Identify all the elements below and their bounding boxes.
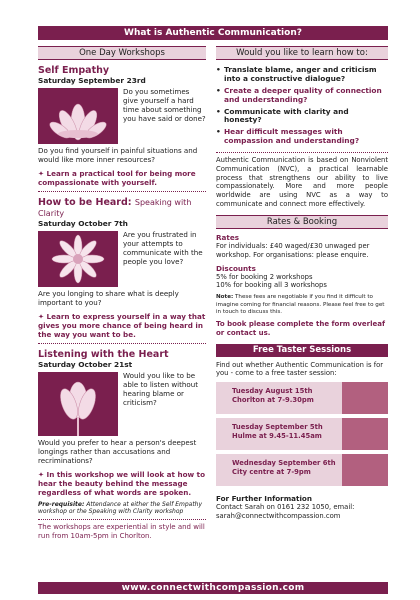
contact-email[interactable]: sarah@connectwithcompassion.com (216, 512, 341, 521)
discount-three: 10% for booking all 3 workshops (216, 281, 327, 290)
about-nvc: Authentic Communication is based on Nonviolent Communication (NVC), a practical learnable process that strengthens our ability to live compassionately. More and more people worldwide are using NVC as a way to communicate and connect more effectively. (216, 156, 388, 209)
left-column (38, 46, 206, 540)
workshop-question-1: Are you frustrated in your attempts to communicate with the people you love? (123, 230, 203, 266)
website-url[interactable]: www.connectwithcompassion.com (38, 582, 388, 594)
workshop-question-1: Would you like to be able to listen without hearing blame or criticism? (123, 371, 199, 407)
workshop-question-2: Are you longing to share what is deeply important to you? (38, 289, 179, 308)
taster-intro: Find out whether Authentic Communication is for you - come to a free taster session: (216, 360, 384, 378)
further-info-heading: For Further Information (216, 494, 312, 504)
fees-note: Note: These fees are negotiable if you find it difficult to imagine coming for financial reasons. Please feel free to get in touch to discuss this. (216, 294, 385, 315)
workshop-question-2: Do you find yourself in painful situations and would like more inner resources? (38, 146, 198, 165)
workshops-heading: One Day Workshops (38, 46, 206, 60)
divider (38, 519, 206, 520)
taster-session: Tuesday August 15th Chorlton at 7-9.30pm (216, 382, 388, 414)
workshop-date: Saturday September 23rd (38, 76, 146, 85)
rates-text: For individuals: £40 waged/£30 unwaged per workshop. For organisations: please enquire. (216, 241, 370, 259)
workshop-title: Self Empathy (38, 65, 110, 76)
taster-session: Tuesday September 5th Hulme at 9.45-11.45am (216, 418, 388, 450)
rates-subheading: Rates (216, 232, 239, 242)
taster-swatch (342, 382, 388, 414)
workshop-highlight: ✦ In this workshop we will look at how to hear the beauty behind the message regardless of what words are spoken. (38, 469, 206, 497)
learn-item: • Hear difficult messages with compassion and understanding? (216, 128, 388, 146)
taster-session: Wednesday September 6th City centre at 7-9pm (216, 454, 388, 486)
workshop-title: How to be Heard: Speaking with Clarity (38, 196, 192, 218)
taster-swatch (342, 454, 388, 486)
lotus-flower-image (38, 88, 118, 144)
workshop-title: Listening with the Heart (38, 348, 169, 360)
tulip-flower-image (38, 372, 118, 436)
daisy-flower-image (38, 231, 118, 287)
workshop-date: Saturday October 7th (38, 218, 128, 228)
discount-two: 5% for booking 2 workshops (216, 272, 313, 281)
divider (38, 343, 206, 344)
learn-list (216, 66, 388, 146)
taster-swatch (342, 418, 388, 450)
booking-instruction: To book please complete the form overleaf or contact us. (216, 320, 386, 337)
learn-item: • Communicate with clarity and honesty? (216, 108, 388, 126)
divider (38, 191, 206, 192)
workshops-footer: The workshops are experiential in style and will run from 10am-5pm in Chorlton. (38, 522, 205, 540)
workshop-date: Saturday October 21st (38, 359, 133, 369)
discounts-subheading: Discounts (216, 263, 256, 273)
right-column (216, 46, 388, 521)
workshop-listening-with-heart (38, 349, 206, 497)
taster-heading: Free Taster Sessions (216, 344, 388, 357)
rates-heading: Rates & Booking (216, 215, 388, 229)
workshop-how-to-be-heard (38, 197, 206, 339)
learn-heading: Would you like to learn how to: (216, 46, 388, 60)
workshop-question-1: Do you sometimes give yourself a hard time about something you have said or done? (123, 87, 206, 123)
workshop-question-2: Would you prefer to hear a person's deepest longings rather than accusations and recriminations? (38, 438, 197, 465)
learn-item: • Create a deeper quality of connection and understanding? (216, 87, 388, 105)
prerequisite-note: Pre-requisite: Attendance at either the Self Empathy workshop or the Speaking with Clarity workshop (38, 500, 203, 516)
workshop-highlight: ✦ Learn to express yourself in a way that gives you more chance of being heard in the way you want to be. (38, 311, 206, 339)
learn-item: • Translate blame, anger and criticism into a constructive dialogue? (216, 66, 388, 84)
contact-phone: Contact Sarah on 0161 232 1050, email: (216, 503, 355, 512)
page-title: What is Authentic Communication? (38, 26, 388, 40)
workshop-self-empathy (38, 65, 206, 187)
divider (216, 152, 388, 153)
workshop-highlight: ✦ Learn a practical tool for being more compassionate with yourself. (38, 168, 196, 187)
